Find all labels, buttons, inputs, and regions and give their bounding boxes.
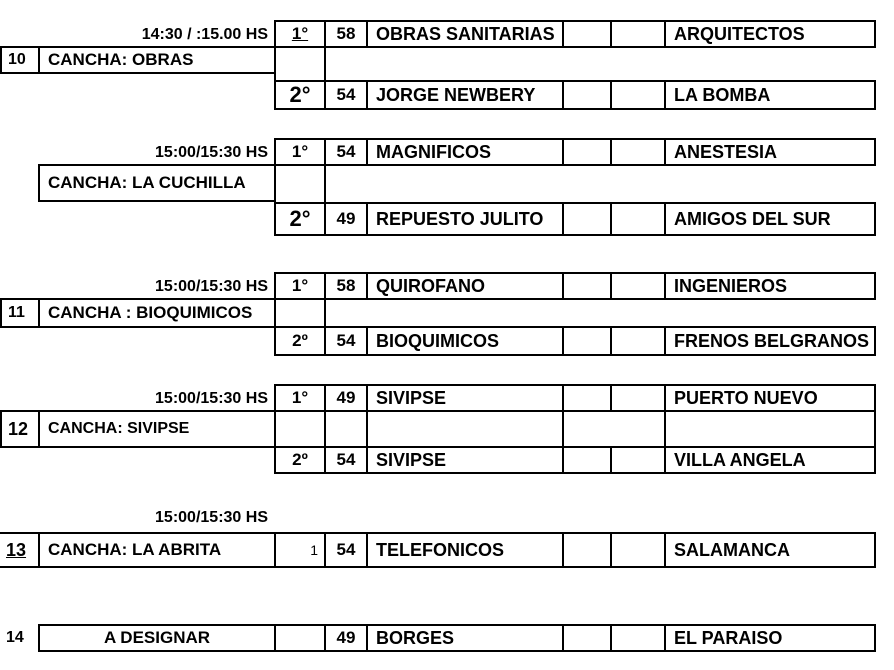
block-5-match-1-away: SALAMANCA xyxy=(664,532,876,568)
block-3-match-1-order: 1° xyxy=(274,272,326,300)
block-3-match-1-away: INGENIEROS xyxy=(664,272,876,300)
block-3-time: 15:00/15:30 HS xyxy=(155,278,268,295)
block-5-venue: CANCHA: LA ABRITA xyxy=(38,532,276,568)
block-2-match-2-order: 2° xyxy=(274,202,326,236)
block-2-match-2-home: REPUESTO JULITO xyxy=(366,202,564,236)
block-2-venue: CANCHA: LA CUCHILLA xyxy=(38,164,276,202)
block-2-match-2-category: 49 xyxy=(324,202,368,236)
block-1-match-2-category: 54 xyxy=(324,80,368,110)
block-1-match-1-order: 1° xyxy=(274,20,326,48)
block-5-match-1-home: TELEFONICOS xyxy=(366,532,564,568)
block-4-match-1-category: 49 xyxy=(324,384,368,412)
block-4-match-2-home: SIVIPSE xyxy=(366,446,564,474)
block-3-match-2-home-score xyxy=(562,326,612,356)
block-6-number: 14 xyxy=(6,629,24,646)
block-2-match-1-home-score xyxy=(562,138,612,166)
block-4-match-1-home-score xyxy=(562,384,612,412)
block-4-time: 15:00/15:30 HS xyxy=(155,390,268,407)
block-3-match-2-home: BIOQUIMICOS xyxy=(366,326,564,356)
block-4-match-1-home: SIVIPSE xyxy=(366,384,564,412)
block-6-match-1-away-score xyxy=(610,624,666,652)
block-5-match-1-home-score xyxy=(562,532,612,568)
block-3-match-1-home-score xyxy=(562,272,612,300)
block-2-match-2-home-score xyxy=(562,202,612,236)
block-3-spacer xyxy=(274,298,326,328)
block-4-spacer-category xyxy=(324,410,368,448)
block-5-match-1-order: 1 xyxy=(274,532,326,568)
block-6-match-1-home: BORGES xyxy=(366,624,564,652)
block-2-match-1-category: 54 xyxy=(324,138,368,166)
block-1-venue: CANCHA: OBRAS xyxy=(38,46,276,74)
block-3-match-1-category: 58 xyxy=(324,272,368,300)
block-2-time: 15:00/15:30 HS xyxy=(155,144,268,161)
block-3-match-2-order: 2º xyxy=(274,326,326,356)
block-4-match-2-home-score xyxy=(562,446,612,474)
block-4-spacer-order xyxy=(274,410,326,448)
block-4-match-2-away: VILLA ANGELA xyxy=(664,446,876,474)
block-1-match-2-away: LA BOMBA xyxy=(664,80,876,110)
block-5-match-1-category: 54 xyxy=(324,532,368,568)
block-2-match-1-away: ANESTESIA xyxy=(664,138,876,166)
block-3-match-1-home: QUIROFANO xyxy=(366,272,564,300)
block-6-match-1-home-score xyxy=(562,624,612,652)
block-3-match-2-category: 54 xyxy=(324,326,368,356)
block-1-match-2-home-score xyxy=(562,80,612,110)
block-2-match-2-away: AMIGOS DEL SUR xyxy=(664,202,876,236)
block-1-match-2-home: JORGE NEWBERY xyxy=(366,80,564,110)
block-3-match-2-away: FRENOS BELGRANOS xyxy=(664,326,876,356)
block-1-match-1-category: 58 xyxy=(324,20,368,48)
block-3-number: 11 xyxy=(0,298,40,328)
block-1-match-2-away-score xyxy=(610,80,666,110)
block-1-time: 14:30 / :15.00 HS xyxy=(141,26,268,43)
block-1-match-1-away-score xyxy=(610,20,666,48)
block-4-venue: CANCHA: SIVIPSE xyxy=(38,410,276,448)
block-4-match-1-away-score xyxy=(610,384,666,412)
block-1-match-1-home-score xyxy=(562,20,612,48)
block-4-number: 12 xyxy=(0,410,40,448)
block-6-venue: A DESIGNAR xyxy=(38,624,276,652)
block-2-match-1-home: MAGNIFICOS xyxy=(366,138,564,166)
block-4-match-2-away-score xyxy=(610,446,666,474)
block-3-venue: CANCHA : BIOQUIMICOS xyxy=(38,298,276,328)
block-4-match-2-category: 54 xyxy=(324,446,368,474)
block-4-match-1-order: 1° xyxy=(274,384,326,412)
block-1-number: 10 xyxy=(0,46,40,74)
block-2-match-1-away-score xyxy=(610,138,666,166)
block-2-match-2-away-score xyxy=(610,202,666,236)
block-3-match-1-away-score xyxy=(610,272,666,300)
block-4-match-2-order: 2º xyxy=(274,446,326,474)
block-5-match-1-away-score xyxy=(610,532,666,568)
block-5-number: 13 xyxy=(0,532,40,568)
block-1-match-2-order: 2° xyxy=(274,80,326,110)
block-6-match-1-order xyxy=(274,624,326,652)
block-6-match-1-away: EL PARAISO xyxy=(664,624,876,652)
block-6-match-1-category: 49 xyxy=(324,624,368,652)
block-1-match-1-home: OBRAS SANITARIAS xyxy=(366,20,564,48)
block-5-time: 15:00/15:30 HS xyxy=(155,509,268,526)
block-4-spacer-away xyxy=(664,410,876,448)
block-2-match-1-order: 1° xyxy=(274,138,326,166)
block-1-match-1-away: ARQUITECTOS xyxy=(664,20,876,48)
block-4-match-1-away: PUERTO NUEVO xyxy=(664,384,876,412)
block-3-match-2-away-score xyxy=(610,326,666,356)
block-4-spacer-home xyxy=(366,410,564,448)
